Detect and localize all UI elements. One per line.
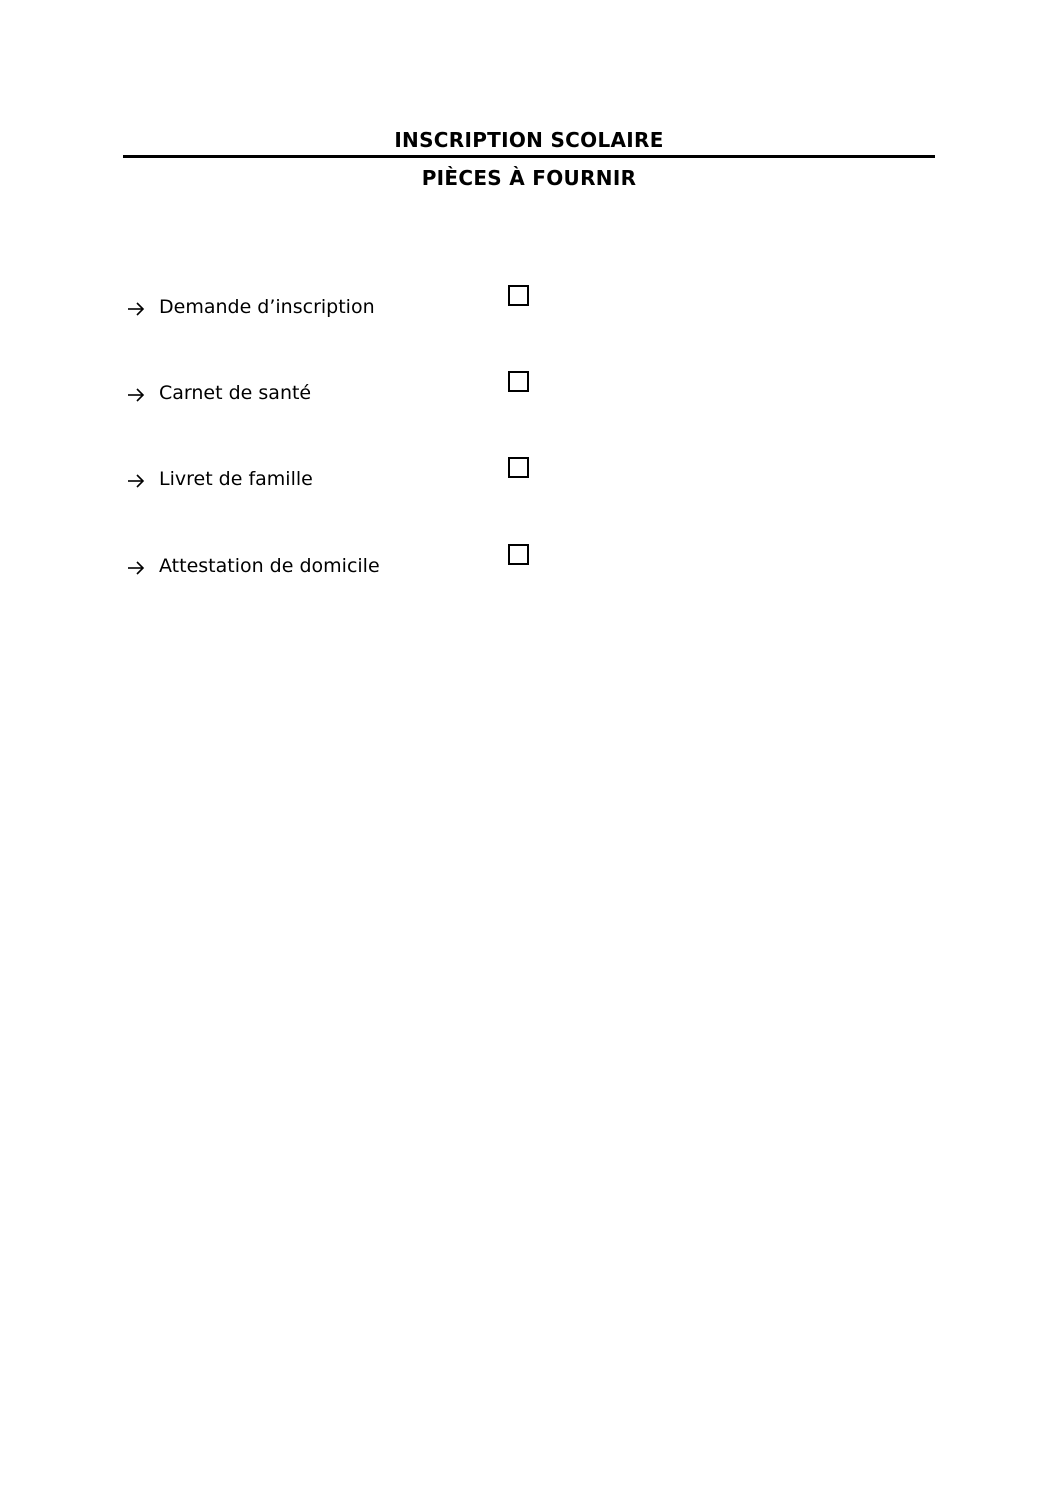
item-label: Carnet de santé (159, 382, 312, 404)
checkbox[interactable] (508, 371, 529, 392)
checkbox[interactable] (508, 285, 529, 306)
document-title: INSCRIPTION SCOLAIRE (394, 128, 664, 152)
document-subtitle: PIÈCES À FOURNIR (421, 166, 637, 190)
title-divider (123, 155, 935, 158)
list-item (125, 468, 545, 498)
arrow-right-icon (125, 557, 147, 579)
arrow-right-icon (125, 384, 147, 406)
item-label: Attestation de domicile (159, 555, 380, 577)
item-label: Livret de famille (159, 468, 313, 490)
arrow-right-icon (125, 298, 147, 320)
checkbox[interactable] (508, 544, 529, 565)
checkbox[interactable] (508, 457, 529, 478)
list-item (125, 296, 545, 326)
arrow-right-icon (125, 470, 147, 492)
list-item (125, 382, 545, 412)
item-label: Demande d’inscription (159, 296, 375, 318)
list-item (125, 555, 545, 585)
